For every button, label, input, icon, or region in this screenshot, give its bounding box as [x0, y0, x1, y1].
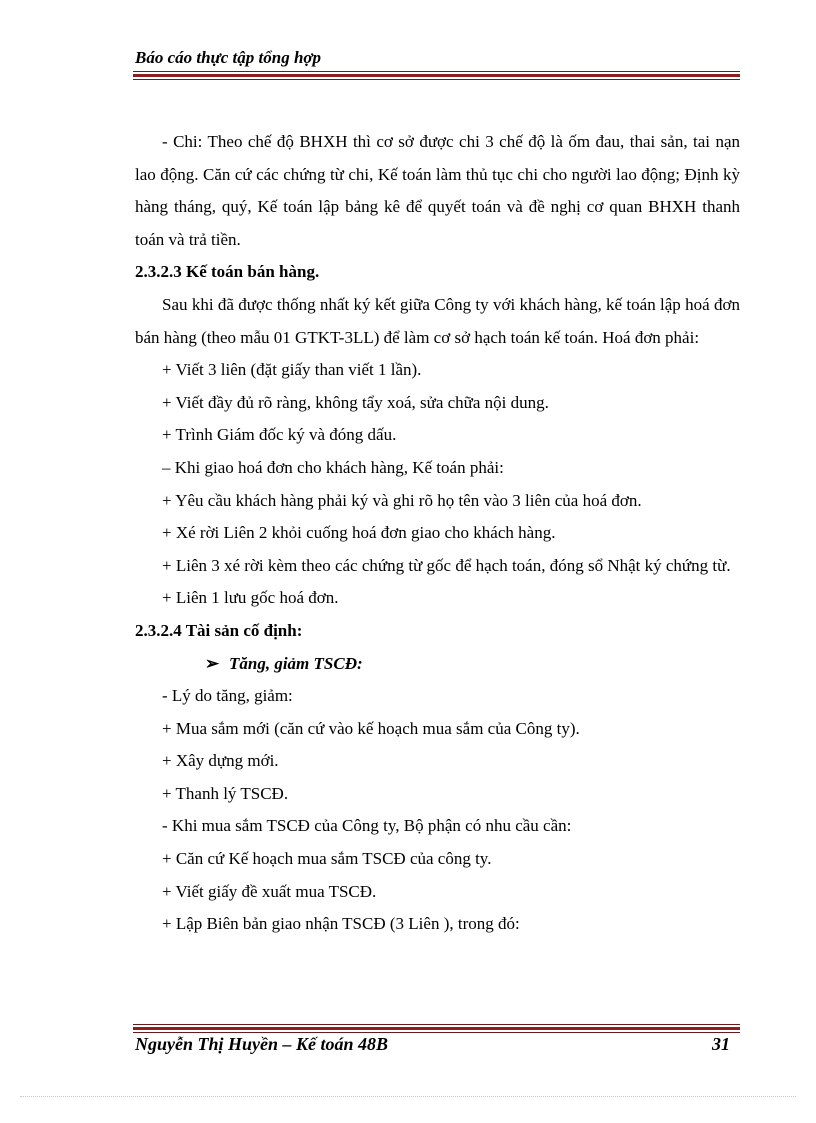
list-item: + Xé rời Liên 2 khỏi cuống hoá đơn giao cho khách hàng.: [162, 523, 556, 543]
list-item: - Lý do tăng, giảm:: [162, 686, 293, 706]
list-item: + Viết giấy đề xuất mua TSCĐ.: [162, 881, 377, 901]
paragraph-ban-hang: Sau khi đã được thống nhất ký kết giữa Công ty với khách hàng, kế toán lập hoá đơn bán hàng (theo mẫu 01 GTKT-3LL) để làm cơ sở hạch toán kế toán. Hoá đơn phải:: [135, 294, 740, 347]
list-item: + Xây dựng mới.: [162, 751, 279, 771]
list-item: + Thanh lý TSCĐ.: [162, 783, 289, 803]
page-number: 31: [712, 1034, 730, 1054]
paragraph-chi: - Chi: Theo chế độ BHXH thì cơ sở được chi 3 chế độ là ốm đau, thai sản, tai nạn lao động. Căn cứ các chứng từ chi, Kế toán làm thủ tục chi cho người lao động; Định kỳ hàng tháng, quý, Kế toán lập bảng kê để quyết toán và đề nghị cơ quan BHXH thanh toán và trả tiền.: [135, 132, 740, 249]
header-title: Báo cáo thực tập tổng hợp: [135, 48, 322, 67]
list-item: - Khi mua sắm TSCĐ của Công ty, Bộ phận có nhu cầu cần:: [162, 816, 572, 836]
footer-author: Nguyễn Thị Huyền – Kế toán 48B: [135, 1034, 389, 1054]
section-heading-tai-san: 2.3.2.4 Tài sản cố định:: [135, 620, 303, 640]
page-edge-divider: [20, 1096, 796, 1097]
subheading-text: Tăng, giảm TSCĐ:: [229, 653, 363, 673]
list-item: + Mua sắm mới (căn cứ vào kế hoạch mua sắm của Công ty).: [162, 718, 580, 738]
list-item: + Lập Biên bản giao nhận TSCĐ (3 Liên ), trong đó:: [162, 914, 520, 934]
arrow-bullet-icon: ➢: [205, 653, 220, 673]
page-body: [135, 126, 740, 941]
list-item: + Yêu cầu khách hàng phải ký và ghi rõ họ tên vào 3 liên của hoá đơn.: [162, 490, 642, 510]
header-rule: [133, 71, 740, 80]
section-heading-ban-hang: 2.3.2.3 Kế toán bán hàng.: [135, 262, 320, 282]
list-item: + Viết 3 liên (đặt giấy than viết 1 lần).: [162, 360, 422, 380]
list-item: + Căn cứ Kế hoạch mua sắm TSCĐ của công ty.: [162, 849, 492, 869]
list-item: – Khi giao hoá đơn cho khách hàng, Kế toán phải:: [162, 457, 504, 477]
footer-rule: [133, 1024, 740, 1033]
subheading-tang-giam: [135, 648, 740, 681]
list-item: + Liên 3 xé rời kèm theo các chứng từ gốc để hạch toán, đóng sổ Nhật ký chứng từ.: [162, 555, 731, 575]
list-item: + Liên 1 lưu gốc hoá đơn.: [162, 588, 339, 608]
list-item: + Viết đầy đủ rõ ràng, không tẩy xoá, sửa chữa nội dung.: [162, 392, 549, 412]
list-item: + Trình Giám đốc ký và đóng dấu.: [162, 425, 397, 445]
